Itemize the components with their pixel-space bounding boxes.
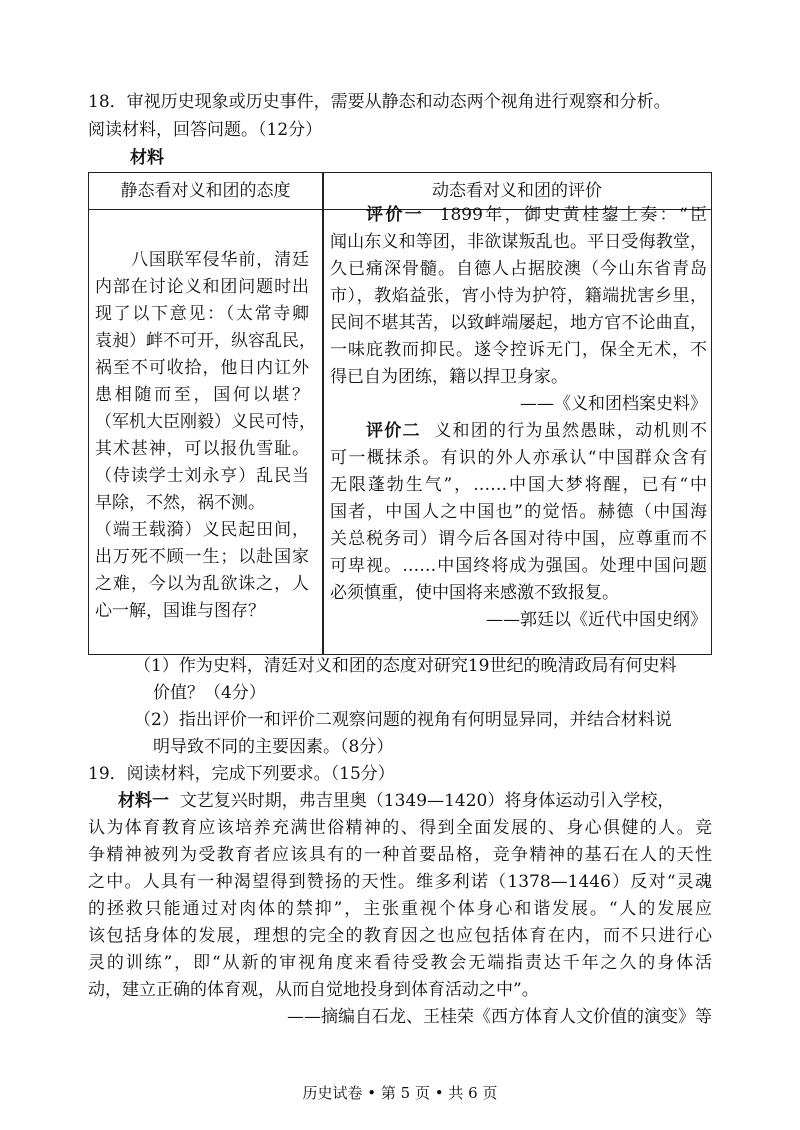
q19-line: 争精神被列为受教育者应该具有的一种首要品格，竞争精神的基石在人的天性 xyxy=(88,845,712,865)
question-1: （1）作为史料，清廷对义和团的态度对研究19世纪的晚清政局有何史料 xyxy=(134,656,677,676)
material-table xyxy=(88,172,712,655)
evaluation-line: 必须慎重，使中国将来感激不致报复。 xyxy=(330,583,619,603)
static-attitude-line: （侍读学士刘永亨）乱民当 xyxy=(95,466,309,486)
evaluation-line: 可一概抹杀。有识的外人亦承认“中国群众含有 xyxy=(330,448,707,468)
evaluation-line: 得已自为团练，籍以捍卫身家。 xyxy=(330,367,568,387)
evaluation-first-text: 义和团的行为虽然愚昧，动机则不 xyxy=(434,421,708,441)
q18-stem xyxy=(88,88,712,144)
page-footer: 历史试卷 • 第 5 页 • 共 6 页 xyxy=(302,1084,498,1102)
q18-line: 阅读材料，回答问题。（12分） xyxy=(88,120,323,140)
static-attitude-line: 现了以下意见：（太常寺卿 xyxy=(95,304,309,324)
evaluation-line: 市），教焰益张，宵小恃为护符，籍端扰害乡里， xyxy=(330,286,707,306)
static-attitude-line: 祸至不可收拾，他日内讧外 xyxy=(95,358,309,378)
evaluation-first-line xyxy=(330,418,707,445)
evaluation-line: 闻山东义和等团，非欲谋叛乱也。平日受侮教堂， xyxy=(330,232,707,252)
static-attitude-line: 之难，今以为乱欲诛之，人 xyxy=(95,574,309,594)
static-attitude-line: （军机大臣刚毅）义民可恃， xyxy=(95,412,316,432)
q19-line: 之中。人具有一种渴望得到赞扬的天性。维多利诺（1378—1446）反对“灵魂 xyxy=(88,872,712,892)
evaluation-line: 无限蓬勃生气”，……中国大梦将醒，已有“中 xyxy=(330,475,707,495)
evaluation-line: 关总税务司）谓今后各国对待中国，应尊重而不 xyxy=(330,529,707,549)
static-attitude-line: 内部在讨论义和团问题时出 xyxy=(95,277,309,297)
evaluation-label: 评价二 xyxy=(366,421,421,441)
q18-questions xyxy=(88,653,712,761)
evaluation-source: ——郭廷以《近代中国史纲》 xyxy=(486,610,707,630)
evaluation-first-text: 1899年，御史黄桂鋆上奏：“臣 xyxy=(439,205,708,225)
q19 xyxy=(88,761,712,1031)
static-attitude-line: 患相随而至，国何以堪？ xyxy=(95,385,309,405)
dynamic-evaluation-cell xyxy=(330,202,707,634)
static-attitude-line: 八国联军侵华前，清廷 xyxy=(131,250,309,270)
q19-source: ——摘编自石龙、王桂荣《西方体育人文价值的演变》等 xyxy=(287,1007,712,1027)
header-dynamic: 动态看对义和团的评价 xyxy=(432,181,602,201)
q19-line: 该包括身体的发展，理想的完全的教育因之也应包括体育在内，而不只进行心 xyxy=(88,926,712,946)
question-2-cont: 明导致不同的主要因素。（8分） xyxy=(153,737,394,757)
evaluation-line: 久已痛深骨髓。自德人占据胶澳（今山东省青岛 xyxy=(330,259,707,279)
evaluation-label: 评价一 xyxy=(366,205,425,225)
static-attitude-line: 袁昶）衅不可开，纵容乱民， xyxy=(95,331,316,351)
material-one-label: 材料一 xyxy=(118,791,169,811)
q18-line: 18．审视历史现象或历史事件，需要从静态和动态两个视角进行观察和分析。 xyxy=(88,92,671,112)
evaluation-line: 国者，中国人之中国也”的觉悟。赫德（中国海 xyxy=(330,502,707,522)
q19-title: 19．阅读材料，完成下列要求。（15分） xyxy=(88,764,395,784)
column-divider xyxy=(322,173,324,654)
q19-line: 动，建立正确的体育观，从而自觉地投身到体育活动之中”。 xyxy=(88,980,539,1000)
q19-first-line xyxy=(88,788,712,815)
q19-first-text: 文艺复兴时期，弗吉里奥（1349—1420）将身体运动引入学校， xyxy=(179,791,675,811)
header-static: 静态看对义和团的态度 xyxy=(120,181,291,201)
evaluation-source: ——《义和团档案史料》 xyxy=(520,394,707,414)
static-attitude-line: 心一解，国谁与图存？ xyxy=(95,601,265,621)
question-1-cont: 价值？（4分） xyxy=(153,683,266,703)
evaluation-first-line xyxy=(330,202,707,229)
static-attitude-line: 出万死不顾一生；以赴国家 xyxy=(95,547,309,567)
evaluation-line: 一味庇教而抑民。遂令控诉无门，保全无术，不 xyxy=(330,340,707,360)
static-attitude-cell xyxy=(95,247,316,625)
q19-line: 认为体育教育应该培养充满世俗精神的、得到全面发展的、身心俱健的人。竞 xyxy=(88,818,712,838)
q19-line: 的拯救只能通过对肉体的禁抑”，主张重视个体身心和谐发展。“人的发展应 xyxy=(88,899,712,919)
evaluation-line: 可卑视。……中国终将成为强国。处理中国问题 xyxy=(330,556,707,576)
static-attitude-line: 早除，不然，祸不测。 xyxy=(95,493,265,513)
question-2: （2）指出评价一和评价二观察问题的视角有何明显异同，并结合材料说 xyxy=(134,710,672,730)
q19-line: 灵的训练”，即“从新的审视角度来看待受教会无端指责达千年之久的身体活 xyxy=(88,953,712,973)
material-label: 材料 xyxy=(130,148,164,168)
evaluation-line: 民间不堪其苦，以致衅端屡起，地方官不论曲直， xyxy=(330,313,707,333)
static-attitude-line: （端王载漪）义民起田间， xyxy=(95,520,309,540)
static-attitude-line: 其术甚神，可以报仇雪耻。 xyxy=(95,439,309,459)
